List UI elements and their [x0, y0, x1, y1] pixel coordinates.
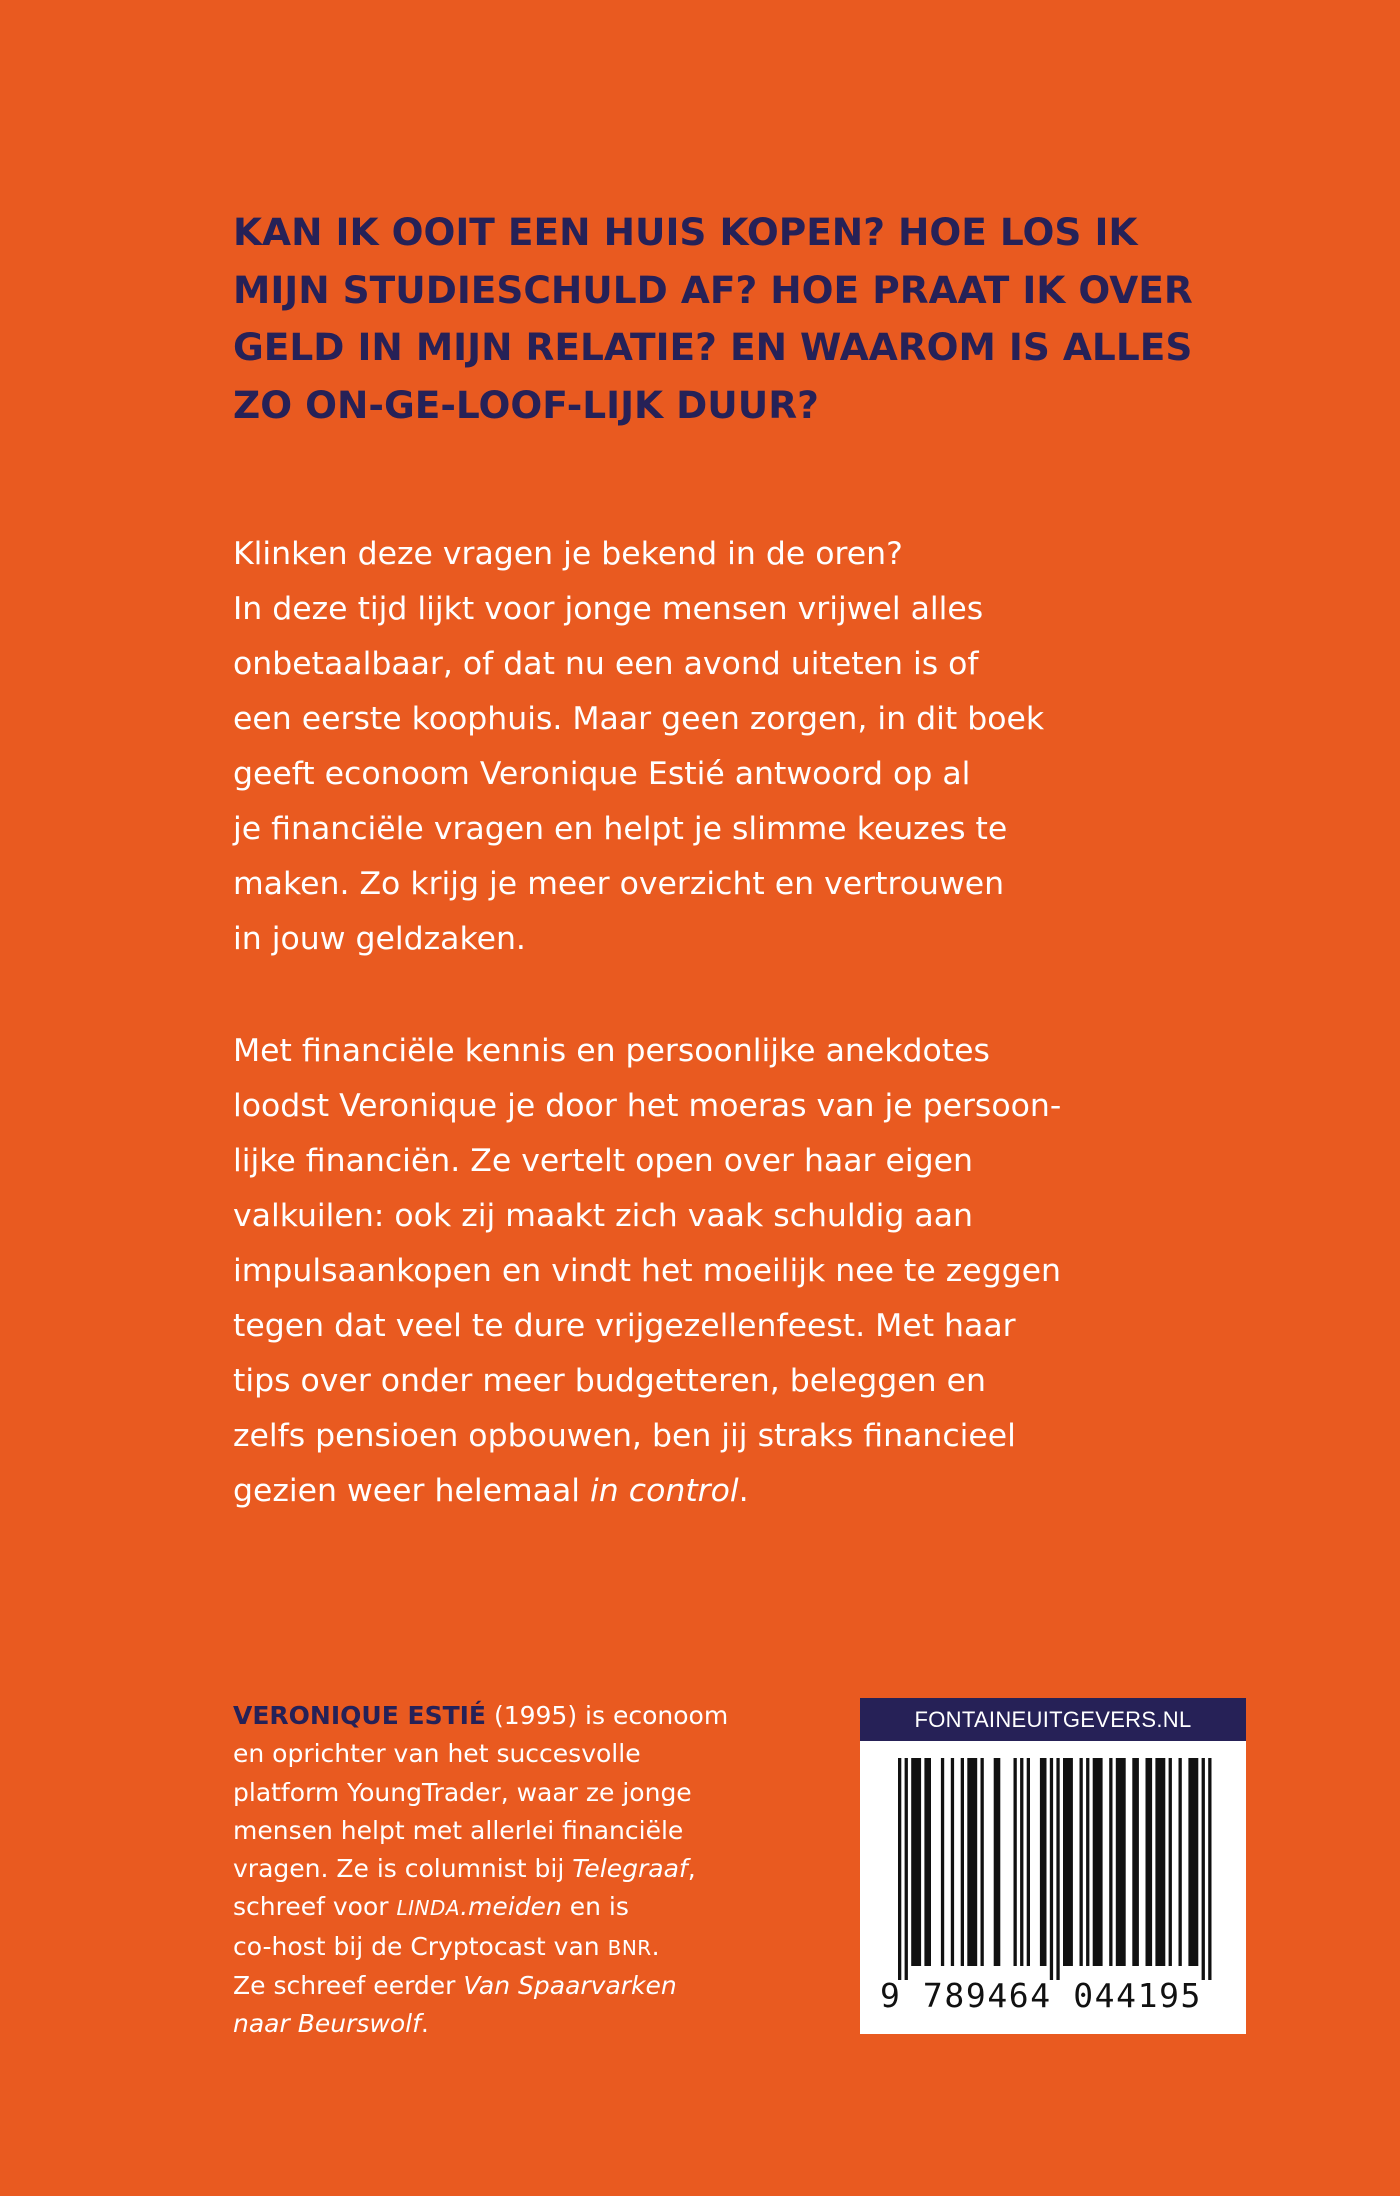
barcode-bar — [951, 1758, 954, 1966]
details-last-line-start: gezien weer helemaal — [233, 1473, 591, 1509]
barcode-bar — [911, 1758, 921, 1966]
details-paragraph — [233, 1024, 1193, 1519]
bio-line — [233, 1967, 853, 2005]
bio-line6-start: schreef voor — [233, 1892, 397, 1922]
bio-line — [233, 1697, 853, 1735]
barcode-bar — [1188, 1758, 1198, 1966]
author-name: VERONIQUE ESTIÉ — [233, 1701, 487, 1730]
bio-line6-magazine — [396, 1892, 561, 1921]
bio-line6-italic: .meiden — [460, 1892, 562, 1922]
author-bio — [233, 1697, 853, 2044]
bio-line6-smallcaps: LINDA — [396, 1896, 461, 1921]
details-line: impulsaankopen en vindt het moeilijk nee te zeggen — [233, 1253, 1061, 1289]
barcode-bar — [967, 1758, 977, 1966]
headline-line: ZO ON-GE-LOOF-LIJK DUUR? — [233, 382, 819, 427]
bio-line: platform YoungTrader, waar ze jonge — [233, 1777, 692, 1807]
bio-line — [233, 1850, 853, 1888]
headline — [233, 204, 1233, 434]
intro-line: een eerste koophuis. Maar geen zorgen, in dit boek — [233, 701, 1045, 737]
barcode-bar — [1208, 1758, 1211, 1980]
barcode-bar — [1056, 1758, 1059, 1980]
headline-line: MIJN STUDIESCHULD AF? HOE PRAAT IK OVER — [233, 267, 1193, 312]
barcode-bar — [941, 1758, 944, 1966]
intro-line: in jouw geldzaken. — [233, 921, 526, 957]
barcode-bar — [924, 1758, 931, 1966]
barcode-bar — [1146, 1758, 1153, 1966]
barcode-bar — [1169, 1758, 1172, 1966]
barcode-bar — [1109, 1758, 1112, 1966]
barcode-bar — [905, 1758, 908, 1980]
intro-line: Klinken deze vragen je bekend in de oren? — [233, 536, 903, 572]
barcode-bar — [1080, 1758, 1083, 1966]
bio-line8-italic: Van Spaarvarken — [463, 1971, 677, 2001]
barcode-bar — [1179, 1758, 1182, 1966]
barcode-bar — [1132, 1758, 1139, 1966]
headline-line: KAN IK OOIT EEN HUIS KOPEN? HOE LOS IK — [233, 210, 1138, 254]
barcode-bar — [898, 1758, 901, 1980]
details-last-line-italic: in control — [590, 1473, 739, 1509]
barcode-bar — [1086, 1758, 1089, 1966]
barcode-bar — [981, 1758, 984, 1966]
details-last-line-end: . — [738, 1473, 749, 1509]
intro-line: In deze tijd lijkt voor jonge mensen vrijwel alles — [233, 591, 984, 627]
details-line: tegen dat veel te dure vrijgezellenfeest. Met haar — [233, 1308, 1016, 1344]
bio-line5-start: vragen. Ze is columnist bij — [233, 1854, 573, 1884]
bio-line: mensen helpt met allerlei financiële — [233, 1815, 684, 1845]
isbn-digits: 9 789464 044195 — [880, 1976, 1203, 2015]
bio-line7-end: . — [651, 1931, 660, 1961]
bio-line5-italic: Telegraaf — [572, 1854, 688, 1884]
bio-line6-end: en is — [561, 1892, 629, 1922]
barcode — [880, 1758, 1226, 1980]
publisher-url: FONTAINEUITGEVERS.NL — [860, 1698, 1246, 1741]
barcode-bar — [1027, 1758, 1030, 1966]
barcode-bar — [1155, 1758, 1165, 1966]
barcode-bar — [1202, 1758, 1205, 1980]
details-line: zelfs pensioen opbouwen, ben jij straks financieel — [233, 1418, 1016, 1454]
details-line: lijke financiën. Ze vertelt open over haar eigen — [233, 1143, 973, 1179]
barcode-bar — [1093, 1758, 1103, 1966]
bio-line7-smallcaps: BNR — [607, 1935, 652, 1960]
barcode-bar — [1040, 1758, 1047, 1966]
intro-line: geeft econoom Veronique Estié antwoord op al — [233, 756, 971, 792]
bio-line — [233, 1928, 853, 1967]
intro-paragraph — [233, 527, 1193, 967]
details-line: valkuilen: ook zij maakt zich vaak schuldig aan — [233, 1198, 973, 1234]
barcode-bar — [1020, 1758, 1023, 1966]
barcode-block — [860, 1698, 1246, 2034]
bio-line7-start: co-host bij de Cryptocast van — [233, 1931, 608, 1961]
bio-line9-end: . — [420, 2009, 429, 2039]
intro-line: onbetaalbaar, of dat nu een avond uiteten is of — [233, 646, 979, 682]
bio-line8-start: Ze schreef eerder — [233, 1971, 464, 2001]
bio-line — [233, 1888, 853, 1927]
details-last-line — [233, 1464, 1193, 1519]
barcode-bar — [1014, 1758, 1017, 1966]
barcode-bar — [994, 1758, 1001, 1966]
details-line: Met financiële kennis en persoonlijke anekdotes — [233, 1033, 990, 1069]
details-line: tips over onder meer budgetteren, beleggen en — [233, 1363, 987, 1399]
bio-line: en oprichter van het succesvolle — [233, 1739, 641, 1769]
intro-line: je financiële vragen en helpt je slimme keuzes te — [233, 811, 1008, 847]
barcode-bar — [1050, 1758, 1053, 1980]
bio-line — [233, 2005, 853, 2043]
details-line: loodst Veronique je door het moeras van je persoon- — [233, 1088, 1062, 1124]
headline-line: GELD IN MIJN RELATIE? EN WAAROM IS ALLES — [233, 325, 1193, 369]
barcode-bar — [1063, 1758, 1073, 1966]
bio-line9-italic: naar Beurswolf — [233, 2009, 421, 2039]
barcode-bar — [1116, 1758, 1126, 1966]
bio-line5-end: , — [687, 1854, 696, 1884]
intro-line: maken. Zo krijg je meer overzicht en vertrouwen — [233, 866, 1005, 902]
bio-line1-rest: (1995) is econoom — [486, 1701, 729, 1730]
barcode-bar — [961, 1758, 964, 1966]
